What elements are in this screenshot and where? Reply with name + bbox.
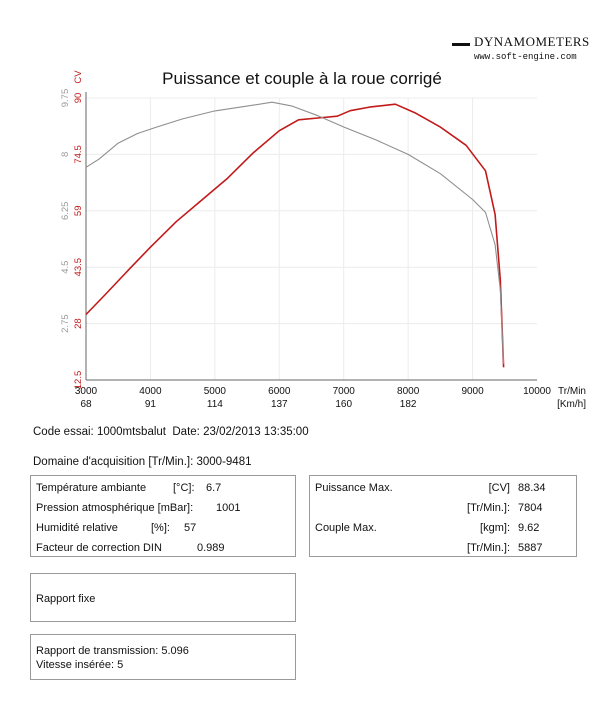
y-left-tick-label: 90 — [73, 92, 84, 104]
gear-value: 5 — [117, 659, 124, 671]
gear-line — [36, 659, 123, 671]
results-box — [309, 475, 577, 557]
speed-tick-label: 160 — [335, 399, 353, 410]
axes — [86, 92, 537, 380]
transmission-box — [30, 634, 296, 680]
humidity-label: Humidité relative — [36, 522, 118, 534]
max-power-rpm-value: 7804 — [518, 502, 543, 514]
speed-tick-label: 182 — [399, 399, 417, 410]
temperature-unit: [°C]: — [173, 482, 195, 494]
grid — [86, 98, 537, 380]
correction-factor-label: Facteur de correction DIN — [36, 542, 162, 554]
y-left-tick-label: 28 — [73, 318, 84, 329]
pressure-label: Pression atmosphérique [mBar]: — [36, 502, 194, 514]
max-torque-unit: [kgm]: — [480, 522, 510, 534]
x-tick-label: 4000 — [139, 386, 162, 397]
transmission-ratio-label: Rapport de transmission: — [36, 645, 159, 657]
y-left-tick-label: 59 — [73, 205, 84, 217]
y-torque-tick-label: 2.75 — [60, 314, 71, 333]
y-left-unit: CV — [73, 70, 84, 84]
fixed-ratio-box — [30, 573, 296, 622]
test-date-label: Date: — [172, 426, 200, 438]
brand-name: DYNAMOMETERS — [474, 34, 590, 49]
power-curve — [86, 104, 504, 367]
x-tick-label: 9000 — [461, 386, 484, 397]
max-torque-label: Couple Max. — [315, 522, 377, 534]
x-tick-label: 8000 — [397, 386, 420, 397]
y-torque-tick-label: 9.75 — [60, 88, 71, 108]
y-torque-tick-label: 6.25 — [60, 201, 71, 221]
y-left-tick-label: 74.5 — [73, 145, 84, 164]
speed-tick-label: 114 — [206, 399, 223, 410]
temperature-value: 6.7 — [206, 482, 222, 494]
x-tick-label: 6000 — [268, 386, 291, 397]
acquisition-range-value: 3000-9481 — [196, 456, 252, 468]
acquisition-range-label: Domaine d'acquisition [Tr/Min.]: — [33, 456, 194, 468]
max-torque-value: 9.62 — [518, 522, 540, 534]
max-torque-rpm-unit: [Tr/Min.]: — [467, 542, 510, 554]
test-code-value: 1000mtsbalut — [96, 426, 166, 438]
y-left-tick-label: 12.5 — [73, 370, 84, 390]
gear-label: Vitesse insérée: — [36, 659, 115, 671]
max-torque-rpm-value: 5887 — [518, 542, 543, 554]
transmission-ratio-value: 5.096 — [161, 645, 189, 657]
humidity-value: 57 — [184, 522, 197, 534]
brand-url: www.soft-engine.com — [474, 52, 577, 62]
x-tick-label: 3000 — [74, 386, 98, 397]
torque-curve — [86, 102, 504, 364]
tick-labels — [60, 70, 586, 410]
x-tick-label: 7000 — [332, 386, 355, 397]
test-code-line — [33, 426, 309, 438]
chart-title: Puissance et couple à la roue corrigé — [162, 69, 442, 88]
speed-tick-label: 137 — [270, 399, 288, 410]
speed-tick-label: 91 — [144, 399, 156, 410]
y-torque-tick-label: 8 — [60, 151, 71, 158]
max-power-value: 88.34 — [518, 482, 546, 494]
speed-axis-unit: [Km/h] — [557, 399, 586, 410]
test-code-label: Code essai: — [33, 426, 94, 438]
series — [86, 102, 504, 367]
max-power-unit: [CV] — [488, 482, 510, 494]
conditions-box — [30, 475, 296, 557]
temperature-label: Température ambiante — [36, 482, 147, 494]
max-power-label: Puissance Max. — [315, 482, 393, 494]
x-tick-label: 10000 — [523, 386, 551, 397]
max-power-rpm-unit: [Tr/Min.]: — [467, 502, 510, 514]
x-tick-label: 5000 — [203, 386, 226, 397]
pressure-value: 1001 — [216, 502, 241, 514]
y-torque-tick-label: 4.5 — [60, 260, 71, 274]
x-axis-unit: Tr/Min — [558, 386, 586, 397]
humidity-unit: [%]: — [151, 522, 170, 534]
transmission-line — [36, 645, 189, 657]
acquisition-range-line — [33, 456, 251, 468]
y-left-tick-label: 43.5 — [73, 257, 84, 277]
correction-factor-value: 0.989 — [197, 542, 225, 554]
fixed-ratio-label: Rapport fixe — [36, 593, 96, 605]
test-date-value: 23/02/2013 13:35:00 — [203, 426, 309, 438]
speed-tick-label: 68 — [80, 399, 92, 410]
